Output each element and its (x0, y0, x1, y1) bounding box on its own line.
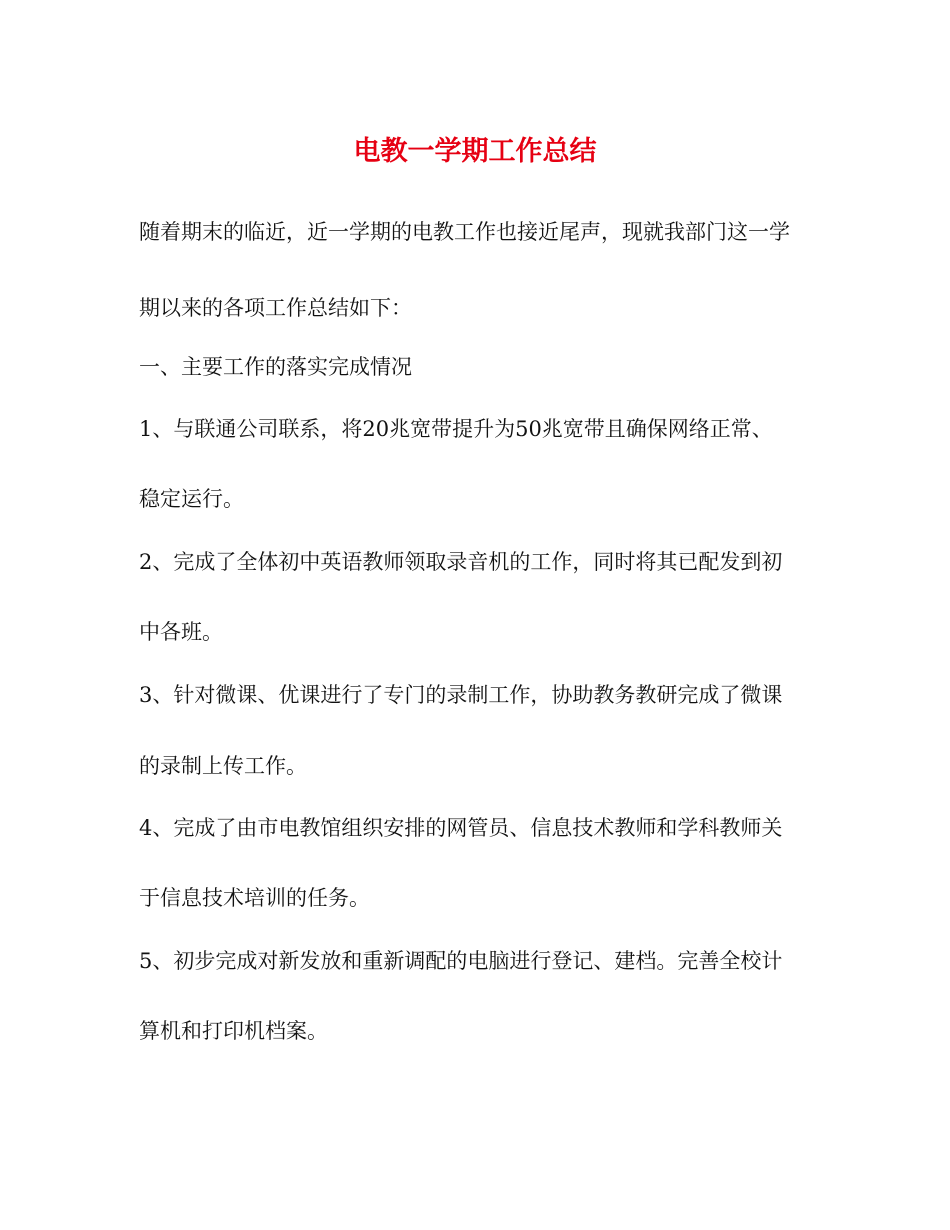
paragraph-line: 4、完成了由市电教馆组织安排的网管员、信息技术教师和学科教师关 (139, 816, 783, 840)
paragraph-line: 的录制上传工作。 (139, 754, 307, 778)
paragraph-line: 于信息技术培训的任务。 (139, 886, 370, 910)
paragraph-line: 3、针对微课、优课进行了专门的录制工作，协助教务教研完成了微课 (139, 683, 783, 707)
document-title: 电教一学期工作总结 (353, 136, 597, 167)
paragraph-line: 期以来的各项工作总结如下： (139, 296, 412, 320)
paragraph-line: 算机和打印机档案。 (139, 1019, 328, 1043)
paragraph-line: 中各班。 (139, 620, 223, 644)
paragraph-line: 2、完成了全体初中英语教师领取录音机的工作，同时将其已配发到初 (139, 550, 783, 574)
paragraph-line: 5、初步完成对新发放和重新调配的电脑进行登记、建档。完善全校计 (139, 949, 783, 973)
paragraph-line: 随着期末的临近，近一学期的电教工作也接近尾声，现就我部门这一学 (139, 220, 790, 244)
paragraph-line: 稳定运行。 (139, 487, 244, 511)
paragraph-line: 1、与联通公司联系，将20兆宽带提升为50兆宽带且确保网络正常、 (139, 417, 773, 441)
paragraph-line: 一、主要工作的落实完成情况 (139, 355, 412, 379)
